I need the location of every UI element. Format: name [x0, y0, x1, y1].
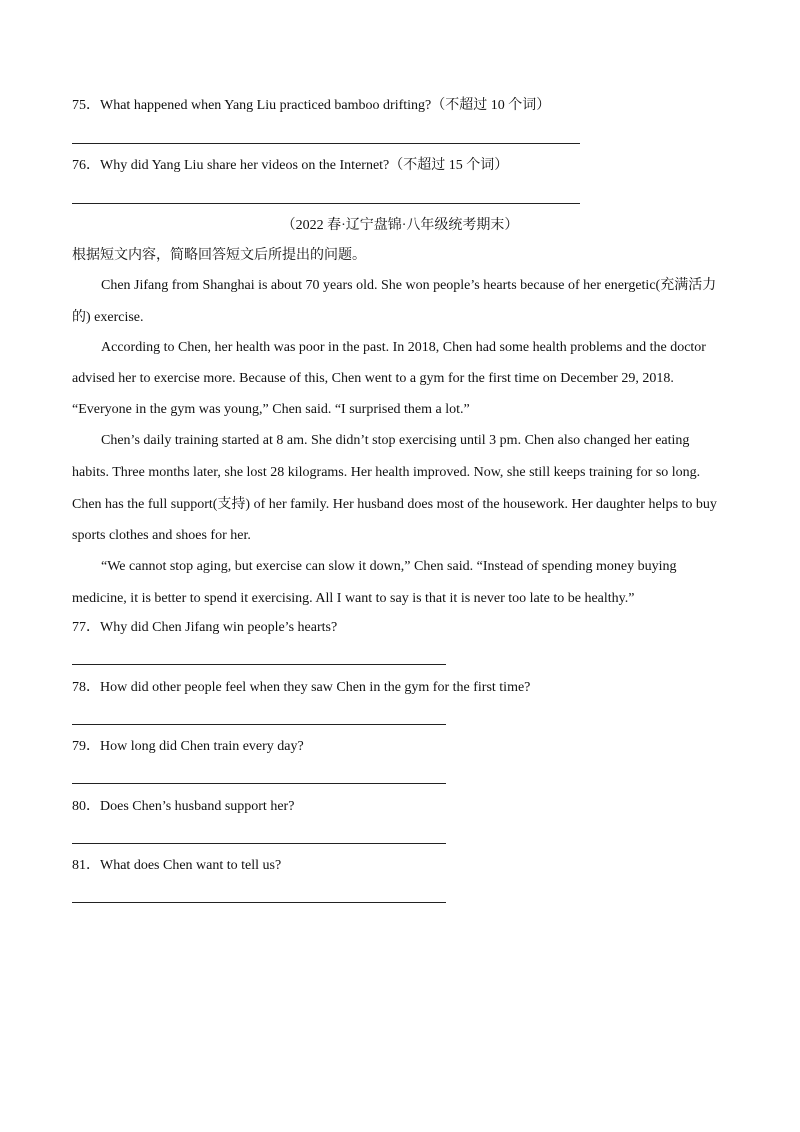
question-80 — [72, 798, 294, 816]
question-text: What does Chen want to tell us? — [100, 858, 282, 873]
passage-line: 的) exercise. — [72, 310, 144, 325]
question-number: 76． — [72, 158, 100, 173]
answer-line-76[interactable] — [72, 203, 580, 204]
question-text: What happened when Yang Liu practiced bamboo drifting?（不超过 10 个词） — [100, 98, 551, 113]
passage-line: Chen’s daily training started at 8 am. She didn’t stop exercising until 3 pm. Chen also changed her eating — [101, 433, 690, 448]
question-78 — [72, 679, 530, 697]
passage-line: “We cannot stop aging, but exercise can slow it down,” Chen said. “Instead of spending money buying — [101, 559, 677, 574]
answer-line-77[interactable] — [72, 664, 446, 665]
question-text: Why did Chen Jifang win people’s hearts? — [100, 620, 338, 635]
passage-line: habits. Three months later, she lost 28 kilograms. Her health improved. Now, she still keeps training for so long. — [72, 465, 701, 480]
instruction-text: 根据短文内容，简略回答短文后所提出的问题。 — [72, 248, 366, 263]
question-text: How did other people feel when they saw Chen in the gym for the first time? — [100, 680, 531, 695]
question-number: 79． — [72, 739, 100, 754]
answer-line-78[interactable] — [72, 724, 446, 725]
question-text: Does Chen’s husband support her? — [100, 799, 295, 814]
passage-line: sports clothes and shoes for her. — [72, 528, 251, 543]
question-81 — [72, 857, 281, 875]
question-number: 78． — [72, 680, 100, 695]
passage-line: advised her to exercise more. Because of this, Chen went to a gym for the first time on December 29, 2018. — [72, 371, 674, 386]
answer-line-81[interactable] — [72, 902, 446, 903]
question-text: Why did Yang Liu share her videos on the Internet?（不超过 15 个词） — [100, 158, 509, 173]
question-76 — [72, 157, 508, 175]
question-number: 80． — [72, 799, 100, 814]
passage-line: medicine, it is better to spend it exercising. All I want to say is that it is never too late to be healthy.” — [72, 591, 635, 606]
question-77 — [72, 619, 337, 637]
question-text: How long did Chen train every day? — [100, 739, 304, 754]
passage-line: According to Chen, her health was poor in the past. In 2018, Chen had some health problems and the doctor — [101, 340, 706, 355]
passage-line: Chen has the full support(支持) of her family. Her husband does most of the housework. Her daughter helps to buy — [72, 497, 717, 512]
answer-line-75[interactable] — [72, 143, 580, 144]
question-75 — [72, 97, 550, 115]
passage-line: Chen Jifang from Shanghai is about 70 years old. She won people’s hearts because of her energetic(充满活力 — [101, 278, 717, 293]
question-number: 81． — [72, 858, 100, 873]
source-caption: （2022 春·辽宁盘锦·八年级统考期末） — [281, 218, 519, 233]
question-79 — [72, 738, 304, 756]
answer-line-79[interactable] — [72, 783, 446, 784]
passage-line: “Everyone in the gym was young,” Chen said. “I surprised them a lot.” — [72, 402, 470, 417]
question-number: 75． — [72, 98, 100, 113]
answer-line-80[interactable] — [72, 843, 446, 844]
question-number: 77． — [72, 620, 100, 635]
